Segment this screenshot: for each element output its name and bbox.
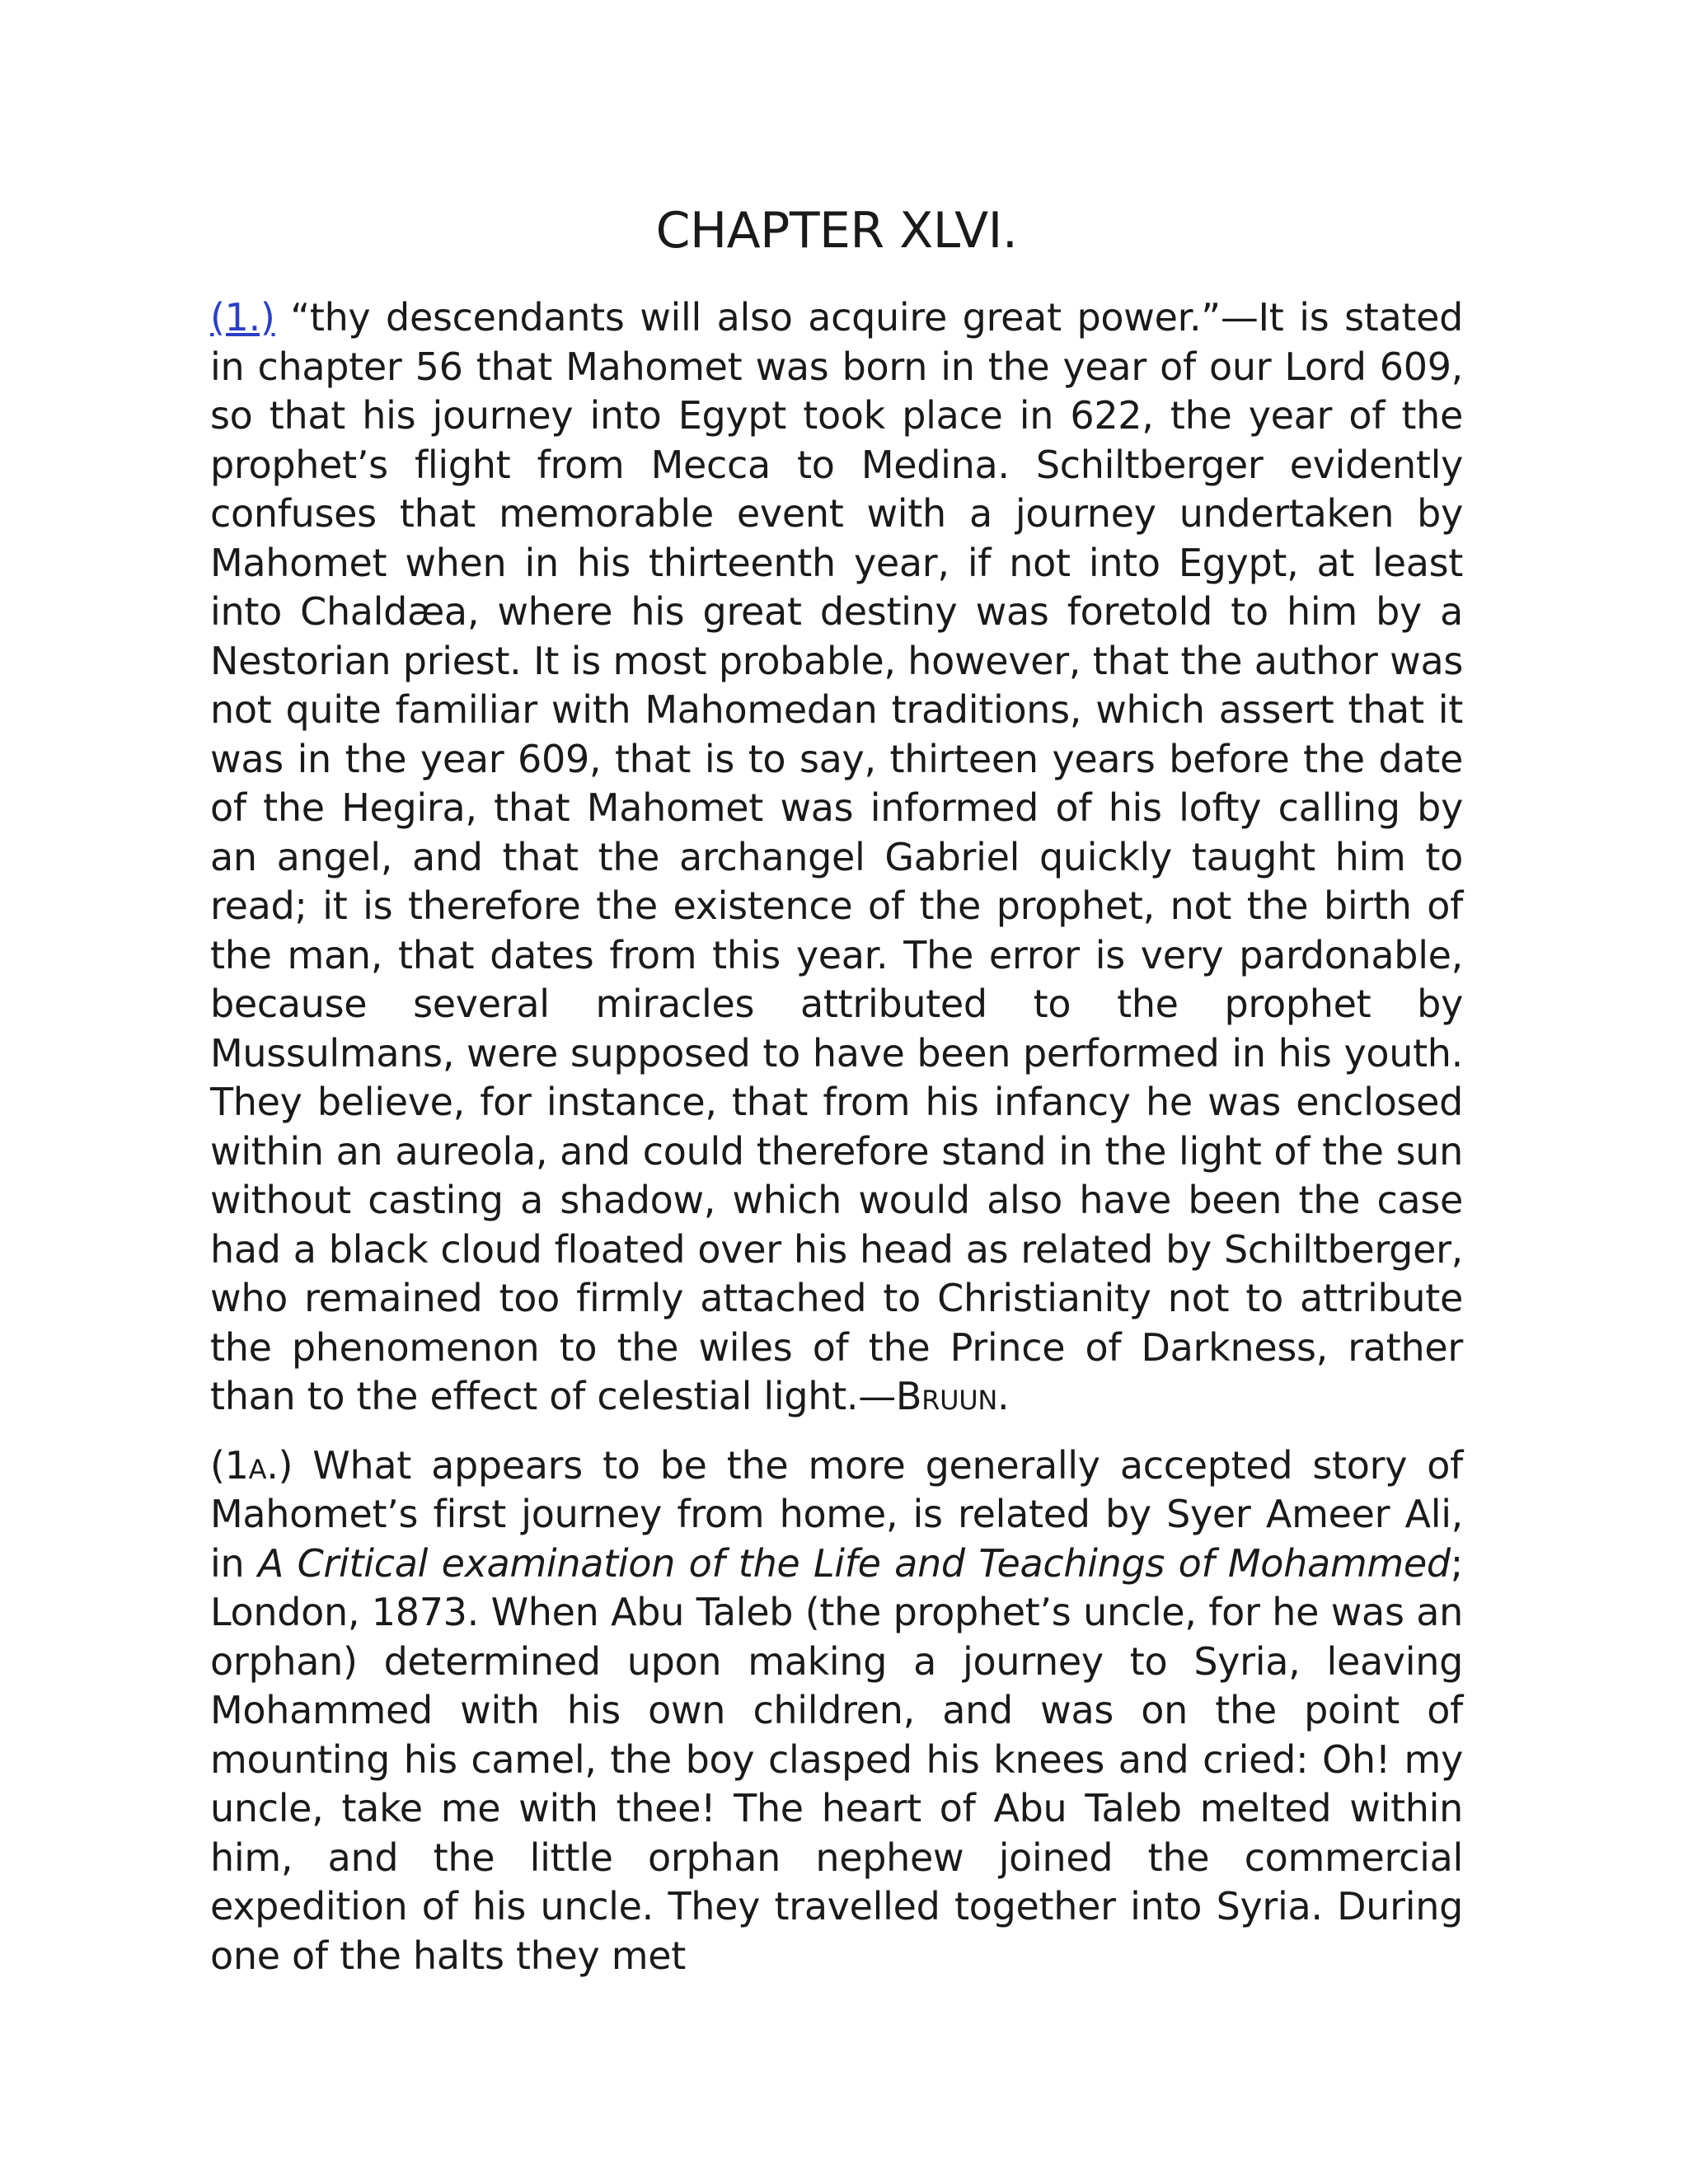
note-1a-text-before: What appears to be the more generally accepted story of Mahomet’s first journey from home, is related by Syer Ameer Ali, in [210,1442,1463,1586]
book-title: A Critical examination of the Life and Teachings of Mohammed [257,1540,1451,1586]
note-1a-marker-open: (1 [210,1442,249,1488]
note-1-end: . [996,1374,1010,1418]
chapter-title: CHAPTER XLVI. [655,202,1018,260]
note-1-paragraph [210,293,1463,1422]
note-1a-marker-letter: a [248,1442,267,1488]
note-1a-text-after: ; London, 1873. When Abu Taleb (the prophet’s uncle, for he was an orphan) determined upon making a journey to Syria, leaving Mohammed with his own children, and was on the point of mounting his camel, the boy clasped his knees and cried: Oh! my uncle, take me with thee! The heart of Abu Taleb melted within him, and the little orphan nephew joined the commercial expedition of his uncle. They travelled together into Syria. During one of the halts they met [210,1540,1463,1978]
note-1-author: Bruun [895,1374,997,1418]
note-1a-marker-close: .) [266,1442,293,1488]
note-1-link[interactable]: (1.) [210,295,275,340]
document-page [210,198,1463,2000]
note-1a-paragraph [210,1441,1463,1981]
note-1-text: “thy descendants will also acquire great power.”—It is stated in chapter 56 that Mahomet was born in the year of our Lord 609, so that his journey into Egypt took place in 622, the year of the prophet’s flight from Mecca to Medina. Schiltberger evidently confuses that memorable event with a journey undertaken by Mahomet when in his thirteenth year, if not into Egypt, at least into Chaldæa, where his great destiny was foretold to him by a Nestorian priest. It is most probable, however, that the author was not quite familiar with Mahomedan traditions, which assert that it was in the year 609, that is to say, thirteen years before the date of the Hegira, that Mahomet was informed of his lofty calling by an angel, and that the archangel Gabriel quickly taught him to read; it is therefore the existence of the prophet, not the birth of the man, that dates from this year. The error is very pardonable, because several miracles attributed to the prophet by Mussulmans, were supposed to have been performed in his youth. They believe, for instance, that from his infancy he was enclosed within an aureola, and could therefore stand in the light of the sun without casting a shadow, which would also have been the case had a black cloud floated over his head as related by Schiltberger, who remained too firmly attached to Christianity not to attribute the phenomenon to the wiles of the Prince of Darkness, rather than to the effect of celestial light.— [210,295,1463,1418]
